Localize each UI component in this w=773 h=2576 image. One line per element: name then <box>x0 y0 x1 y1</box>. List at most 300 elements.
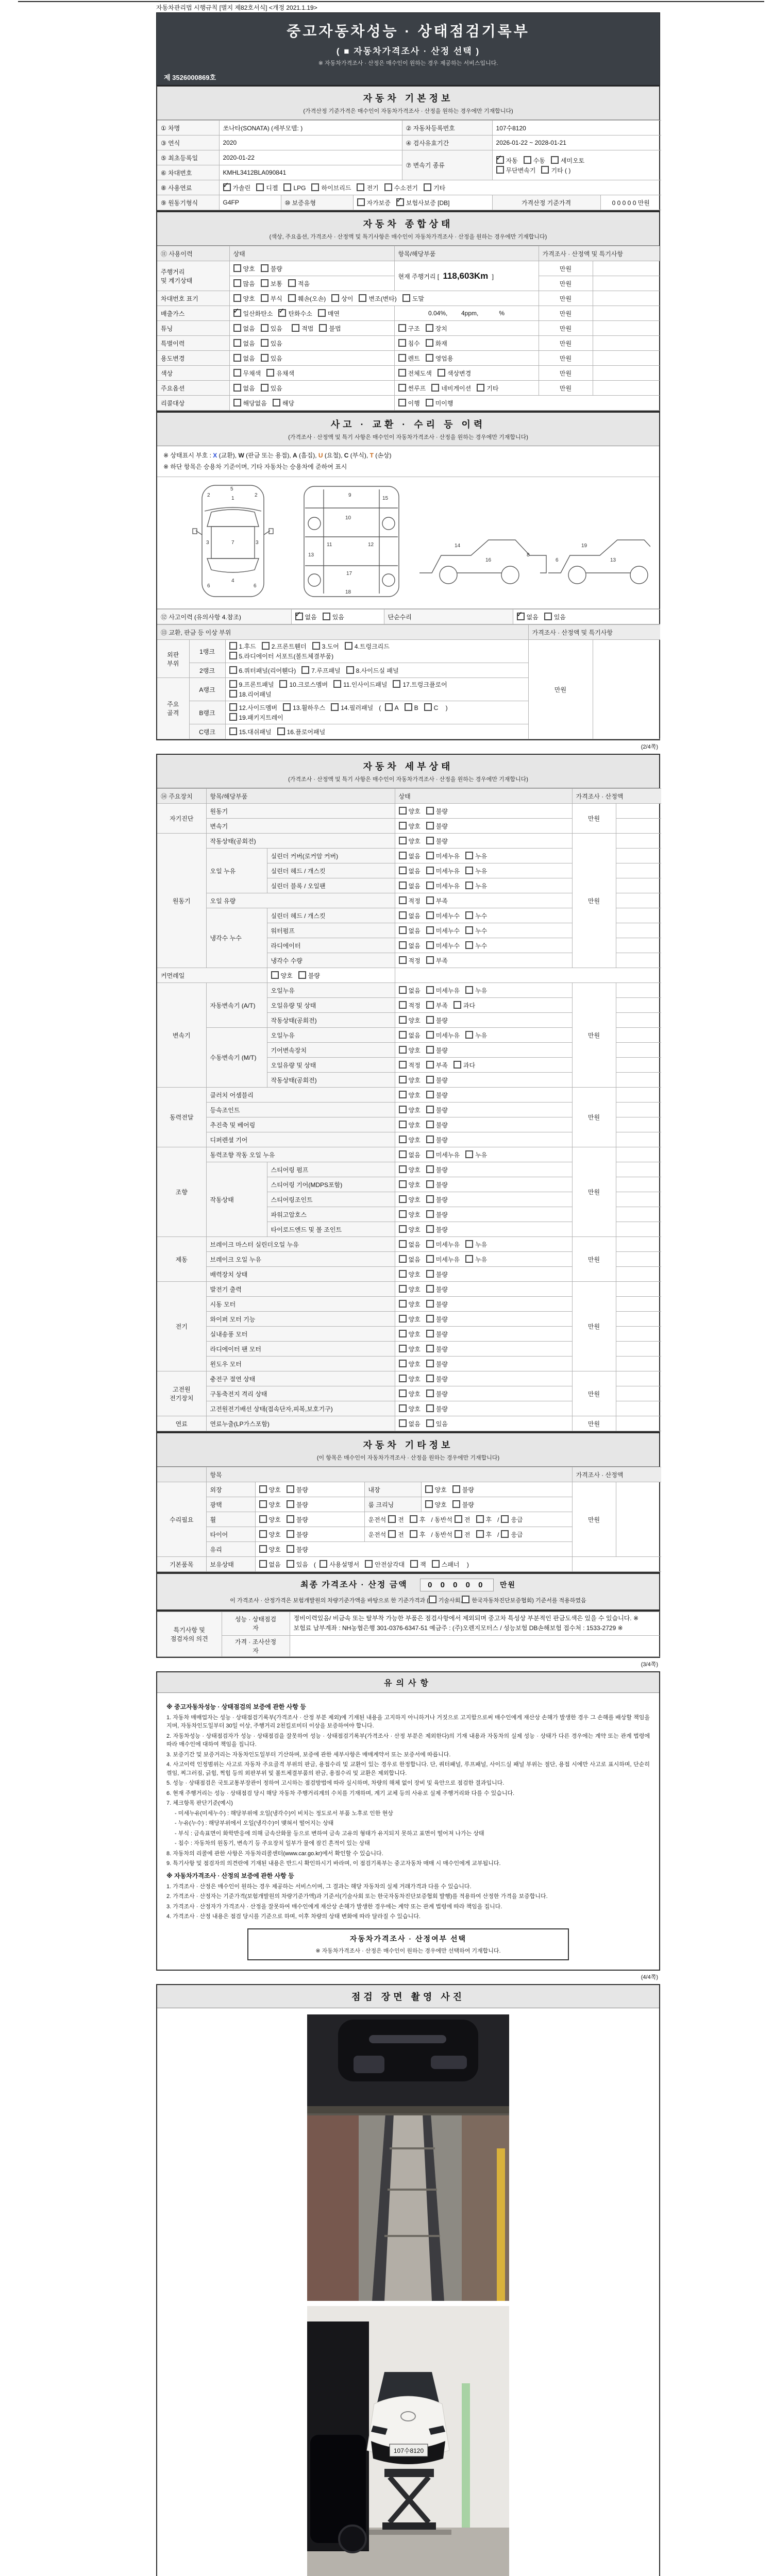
checkbox[interactable] <box>438 369 445 377</box>
checkbox[interactable] <box>432 1560 440 1568</box>
option-있음: 있음 <box>323 613 344 621</box>
svg-text:16: 16 <box>485 557 492 564</box>
checkbox[interactable] <box>465 1150 473 1158</box>
checkbox[interactable] <box>410 1560 418 1568</box>
section-notice <box>156 1671 660 1971</box>
checkbox[interactable] <box>426 1360 434 1367</box>
checkbox[interactable] <box>273 399 280 406</box>
form-label: C랭크 <box>189 724 225 739</box>
status-code-C: C <box>344 452 349 459</box>
checkbox[interactable] <box>331 703 339 711</box>
checkbox[interactable] <box>426 1345 434 1352</box>
option-17.트렁크플로어: 17.트렁크플로어 <box>393 680 447 689</box>
option-양호: 양호 <box>259 1545 281 1554</box>
checkbox[interactable] <box>287 1545 294 1553</box>
option-미세누유: 미세누유 <box>426 882 460 890</box>
form-label: 단순수리 <box>384 609 513 624</box>
form-cell: 항목/해당부품 <box>206 789 395 804</box>
checkbox[interactable] <box>287 1560 294 1568</box>
option-적법: 적법 <box>292 324 313 333</box>
checkbox[interactable] <box>426 822 434 829</box>
checkbox[interactable] <box>259 1560 267 1568</box>
checkbox[interactable] <box>393 680 400 688</box>
notice-item: - 침수 : 자동차의 원동기, 변속기 등 주요장치 일부가 물에 잠긴 흔적이 있는 상태 <box>175 1840 370 1847</box>
checkbox[interactable] <box>426 911 434 919</box>
checkbox[interactable] <box>318 309 326 317</box>
form-cell <box>229 261 394 276</box>
option-후: 후 <box>410 1530 426 1539</box>
detail-subtitle: (가격조사 · 산정액 및 특기 사항은 매수인이 자동차가격조사 · 산정을 원하는 경우에만 기재합니다) <box>288 776 528 783</box>
checkbox[interactable] <box>261 279 268 287</box>
option-썬루프: 썬루프 <box>398 384 426 393</box>
checkbox[interactable] <box>399 1345 407 1352</box>
checkbox[interactable] <box>424 703 432 711</box>
checkbox[interactable] <box>399 1195 407 1203</box>
option-있음: 있음 <box>261 384 282 393</box>
notice-item: 6. 현재 주행거리는 성능 · 상태점검 당시 해당 자동차 주행거리계의 수치를 기재하며, 계기 교체 등의 사유로 실제 주행거리와 다를 수 있습니다. <box>166 1790 515 1797</box>
form-label: 오일 누유 <box>206 849 267 893</box>
checkbox[interactable] <box>452 1500 460 1508</box>
checkbox[interactable] <box>426 1061 434 1069</box>
checkbox[interactable] <box>399 1285 407 1293</box>
checkbox[interactable] <box>261 339 268 347</box>
form-label: 동력조향 작동 오일 누유 <box>206 1147 395 1162</box>
checkbox[interactable] <box>259 1500 267 1508</box>
form-label: 성능 · 상태점검 자 <box>222 1612 290 1635</box>
option-상이: 상이 <box>331 294 353 303</box>
checkbox[interactable] <box>465 1240 473 1248</box>
option-후: 후 <box>476 1530 492 1539</box>
checkbox[interactable] <box>399 867 407 874</box>
checkbox[interactable] <box>287 1500 294 1508</box>
form-label: 가격 · 조사산정 자 <box>222 1635 290 1656</box>
checkbox[interactable] <box>261 354 268 362</box>
checkbox[interactable] <box>288 279 296 287</box>
form-label: 클러치 어셈블리 <box>206 1088 395 1103</box>
checkbox[interactable] <box>266 369 274 377</box>
option-침수: 침수 <box>398 339 420 348</box>
checkbox-engineer-society[interactable] <box>429 1596 436 1603</box>
form-cell <box>395 1297 572 1312</box>
form-label: 동력전달 <box>157 1088 206 1147</box>
option-도말: 도말 <box>402 294 424 303</box>
checkbox[interactable] <box>261 264 268 272</box>
checkbox[interactable] <box>424 183 431 191</box>
checkbox[interactable] <box>233 264 241 272</box>
checkbox[interactable] <box>262 642 270 650</box>
checkbox[interactable] <box>399 1136 407 1143</box>
checkbox[interactable] <box>465 1255 473 1263</box>
checkbox[interactable] <box>233 279 241 287</box>
checkbox[interactable] <box>399 1165 407 1173</box>
checkbox[interactable] <box>233 309 241 317</box>
accident-check-table <box>157 609 660 624</box>
form-label: ⑥ 차대번호 <box>157 165 219 180</box>
checkbox[interactable] <box>410 1515 417 1523</box>
checkbox[interactable] <box>279 680 287 688</box>
checkbox[interactable] <box>312 642 320 650</box>
checkbox[interactable] <box>399 941 407 949</box>
checkbox[interactable] <box>426 882 434 889</box>
checkbox[interactable] <box>396 198 404 206</box>
form-cell <box>229 276 394 291</box>
checkbox[interactable] <box>399 807 407 815</box>
checkbox[interactable] <box>359 294 366 302</box>
checkbox[interactable] <box>496 166 504 174</box>
checkbox[interactable] <box>399 1091 407 1098</box>
checkbox[interactable] <box>398 324 406 332</box>
form-cell: 2026-01-22 ~ 2028-01-21 <box>492 135 661 150</box>
checkbox[interactable] <box>287 1530 294 1538</box>
checkbox[interactable] <box>399 1061 407 1069</box>
checkbox[interactable] <box>426 867 434 874</box>
checkbox[interactable] <box>365 1560 373 1568</box>
checkbox[interactable] <box>301 666 309 674</box>
checkbox[interactable] <box>384 183 392 191</box>
option-후: 후 <box>476 1515 492 1524</box>
diagram-part-numbers-side-a <box>455 543 530 563</box>
form-cell <box>255 1512 364 1527</box>
checkbox[interactable] <box>388 1530 396 1538</box>
checkbox[interactable] <box>399 1210 407 1218</box>
checkbox[interactable] <box>399 1270 407 1278</box>
checkbox[interactable] <box>465 867 473 874</box>
checkbox[interactable] <box>426 852 434 859</box>
checkbox[interactable] <box>233 324 241 332</box>
option-미이행: 미이행 <box>426 399 453 408</box>
checkbox[interactable] <box>233 399 241 406</box>
checkbox[interactable] <box>496 156 504 164</box>
form-label: 라디에이터 팬 모터 <box>206 1342 395 1357</box>
checkbox[interactable] <box>544 613 552 620</box>
checkbox[interactable] <box>287 1515 294 1523</box>
checkbox[interactable] <box>426 1285 434 1293</box>
checkbox[interactable] <box>541 166 549 174</box>
checkbox[interactable] <box>426 1375 434 1382</box>
checkbox[interactable] <box>259 1530 267 1538</box>
checkbox[interactable] <box>426 896 434 904</box>
checkbox[interactable] <box>357 198 365 206</box>
form-cell <box>593 291 660 306</box>
checkbox[interactable] <box>259 1515 267 1523</box>
checkbox[interactable] <box>399 896 407 904</box>
checkbox[interactable] <box>399 1240 407 1248</box>
checkbox[interactable] <box>398 399 406 406</box>
checkbox[interactable] <box>426 986 434 994</box>
checkbox[interactable] <box>385 703 393 711</box>
form-cell <box>395 1237 572 1252</box>
checkbox[interactable] <box>426 926 434 934</box>
checkbox[interactable] <box>465 941 473 949</box>
form-cell <box>395 968 572 983</box>
checkbox[interactable] <box>399 1300 407 1308</box>
checkbox[interactable] <box>261 294 268 302</box>
checkbox[interactable] <box>229 713 237 721</box>
checkbox[interactable] <box>426 1016 434 1024</box>
form-label: 기본품목 <box>157 1557 206 1572</box>
checkbox[interactable] <box>298 971 306 979</box>
checkbox[interactable] <box>402 294 410 302</box>
checkbox[interactable] <box>333 680 341 688</box>
checkbox[interactable] <box>259 1545 267 1553</box>
form-label: 배출가스 <box>157 306 229 321</box>
checkbox[interactable] <box>399 1031 407 1039</box>
checkbox[interactable] <box>453 1061 461 1069</box>
checkbox[interactable] <box>233 339 241 347</box>
checkbox[interactable] <box>398 354 406 362</box>
checkbox[interactable] <box>331 294 339 302</box>
checkbox[interactable] <box>426 807 434 815</box>
form-cell <box>616 819 661 834</box>
option-없음: 없음 <box>399 1255 421 1264</box>
option-부족: 부족 <box>426 1061 448 1070</box>
checkbox[interactable] <box>517 613 525 620</box>
option-수소전기: 수소전기 <box>384 183 418 192</box>
checkbox[interactable] <box>399 1001 407 1009</box>
checkbox[interactable] <box>399 986 407 994</box>
checkbox[interactable] <box>399 1121 407 1128</box>
checkbox[interactable] <box>426 1001 434 1009</box>
checkbox[interactable] <box>426 1136 434 1143</box>
checkbox[interactable] <box>399 1225 407 1233</box>
checkbox[interactable] <box>399 822 407 829</box>
checkbox[interactable] <box>426 354 433 362</box>
checkbox[interactable] <box>426 1389 434 1397</box>
checkbox[interactable] <box>288 294 296 302</box>
checkbox[interactable] <box>399 1315 407 1323</box>
checkbox[interactable] <box>426 837 434 844</box>
form-cell <box>616 1177 661 1192</box>
form-label: 커먼레일 <box>157 968 267 983</box>
checkbox[interactable] <box>524 156 531 164</box>
checkbox[interactable] <box>426 1076 434 1083</box>
checkbox[interactable] <box>426 1106 434 1113</box>
checkbox[interactable] <box>399 1404 407 1412</box>
checkbox[interactable] <box>399 1419 407 1427</box>
form-label: ⑦ 변속기 종류 <box>402 150 492 180</box>
checkbox[interactable] <box>465 911 473 919</box>
form-cell: 만원 <box>539 276 593 291</box>
checkbox[interactable] <box>261 324 268 332</box>
form-cell <box>157 1467 206 1482</box>
form-cell <box>395 1088 572 1103</box>
checkbox[interactable] <box>345 642 352 650</box>
checkbox[interactable] <box>426 1195 434 1203</box>
form-cell <box>394 336 539 351</box>
checkbox[interactable] <box>425 1485 433 1493</box>
checkbox[interactable] <box>346 666 354 674</box>
checkbox[interactable] <box>426 1330 434 1337</box>
form-label: 작동상태(공회전) <box>267 1013 395 1028</box>
form-label: 오일누유 <box>267 983 395 998</box>
option-안전삼각대: 안전삼각대 <box>365 1560 405 1569</box>
checkbox[interactable] <box>399 1076 407 1083</box>
form-cell <box>593 321 660 336</box>
checkbox[interactable] <box>292 324 299 332</box>
checkbox[interactable] <box>455 1515 462 1523</box>
form-cell <box>616 1237 661 1252</box>
legend-text: ※ 상태표시 부호 : <box>163 452 213 459</box>
checkbox[interactable] <box>425 1500 433 1508</box>
form-cell: 107수8120 <box>492 121 661 135</box>
form-cell <box>395 1043 572 1058</box>
checkbox[interactable] <box>426 941 434 949</box>
checkbox[interactable] <box>426 1180 434 1188</box>
option-있음: 있음 <box>287 1560 308 1569</box>
option-13.휠하우스: 13.휠하우스 <box>283 703 325 712</box>
form-label: ⑧ 사용연료 <box>157 180 219 195</box>
checkbox[interactable] <box>319 324 327 332</box>
checkbox[interactable] <box>399 1106 407 1113</box>
checkbox[interactable] <box>259 1485 267 1493</box>
checkbox[interactable] <box>551 156 559 164</box>
checkbox[interactable] <box>426 1165 434 1173</box>
checkbox[interactable] <box>399 837 407 844</box>
checkbox[interactable] <box>426 1404 434 1412</box>
form-cell <box>255 1527 364 1542</box>
checkbox[interactable] <box>278 309 286 317</box>
form-label: 작동상태(공회전) <box>267 1073 395 1088</box>
checkbox[interactable] <box>399 1046 407 1054</box>
option-양호: 양호 <box>399 1315 421 1324</box>
checkbox[interactable] <box>476 1530 484 1538</box>
checkbox[interactable] <box>455 1530 462 1538</box>
document-sheet <box>156 12 660 2576</box>
checkbox[interactable] <box>399 911 407 919</box>
checkbox[interactable] <box>283 703 291 711</box>
checkbox[interactable] <box>399 1389 407 1397</box>
checkbox[interactable] <box>426 1270 434 1278</box>
section-etc-info <box>156 1432 660 1573</box>
checkbox[interactable] <box>465 1031 473 1039</box>
checkbox[interactable] <box>431 384 439 392</box>
checkbox[interactable] <box>452 1485 460 1493</box>
checkbox[interactable] <box>229 680 237 688</box>
checkbox[interactable] <box>426 1046 434 1054</box>
checkbox[interactable] <box>229 703 237 711</box>
checkbox[interactable] <box>465 986 473 994</box>
checkbox[interactable] <box>426 956 434 964</box>
form-label: 등속조인트 <box>206 1103 395 1117</box>
checkbox[interactable] <box>465 882 473 889</box>
form-cell: 만원 <box>539 261 593 276</box>
form-label: 전기 <box>157 1282 206 1371</box>
checkbox[interactable] <box>399 926 407 934</box>
checkbox[interactable] <box>426 1150 434 1158</box>
checkbox[interactable] <box>399 1180 407 1188</box>
option-자가보증: 자가보증 <box>357 198 391 207</box>
checkbox-diagnosis-assoc[interactable] <box>462 1596 469 1603</box>
checkbox[interactable] <box>410 1530 417 1538</box>
checkbox[interactable] <box>477 384 484 392</box>
checkbox[interactable] <box>233 384 241 392</box>
checkbox[interactable] <box>501 1530 509 1538</box>
checkbox[interactable] <box>357 183 364 191</box>
checkbox[interactable] <box>426 1031 434 1039</box>
checkbox[interactable] <box>229 666 237 674</box>
checkbox[interactable] <box>405 703 412 711</box>
notice-item: 3. 가격조사 · 산정자가 가격조사 · 산정을 잘못하여 매수인에게 재산상 손해가 발생한 경우에는 계약 또는 관계 법령에 따라 책임을 집니다. <box>166 1903 502 1910</box>
photo-container <box>157 2008 659 2576</box>
checkbox[interactable] <box>229 652 237 659</box>
option-없음: 없음 <box>399 1419 421 1428</box>
checkbox[interactable] <box>399 1150 407 1158</box>
option-없음: 없음 <box>399 926 421 935</box>
checkbox[interactable] <box>426 1300 434 1308</box>
form-label: ③ 연식 <box>157 135 219 150</box>
checkbox[interactable] <box>453 1001 461 1009</box>
checkbox[interactable] <box>426 339 433 347</box>
checkbox[interactable] <box>311 183 319 191</box>
option-불량: 불량 <box>426 822 448 831</box>
option-적음: 적음 <box>288 279 310 288</box>
checkbox[interactable] <box>256 183 264 191</box>
checkbox[interactable] <box>399 1375 407 1382</box>
checkbox[interactable] <box>426 1315 434 1323</box>
form-label: 와이퍼 모터 기능 <box>206 1312 395 1327</box>
text: / <box>497 1516 499 1523</box>
checkbox[interactable] <box>426 1210 434 1218</box>
checkbox[interactable] <box>323 613 330 620</box>
checkbox[interactable] <box>399 1360 407 1367</box>
checkbox[interactable] <box>271 971 279 979</box>
checkbox[interactable] <box>223 183 231 191</box>
checkbox[interactable] <box>426 1121 434 1128</box>
checkbox[interactable] <box>283 183 291 191</box>
checkbox[interactable] <box>426 324 433 332</box>
checkbox[interactable] <box>229 642 237 650</box>
checkbox[interactable] <box>501 1515 509 1523</box>
option-A: A <box>385 703 399 711</box>
checkbox[interactable] <box>426 1240 434 1248</box>
checkbox[interactable] <box>233 294 241 302</box>
option-양호: 양호 <box>399 1270 421 1279</box>
checkbox[interactable] <box>399 1255 407 1263</box>
checkbox[interactable] <box>229 690 237 698</box>
checkbox[interactable] <box>465 852 473 859</box>
notice-item: 9. 특기사항 및 점검자의 의견란에 기재된 내용은 반드시 확인하시기 바라며, 이 점검기록부는 중고자동차 매매 시 매수인에게 교부됩니다. <box>166 1860 501 1867</box>
checkbox[interactable] <box>399 1016 407 1024</box>
checkbox[interactable] <box>476 1515 484 1523</box>
basic-info-subtitle: (가격산정 기준가격은 매수인이 자동차가격조사 · 산정을 원하는 경우에만 기재합니다) <box>303 108 513 114</box>
checkbox[interactable] <box>320 1560 327 1568</box>
diagram-part-numbers-top <box>206 486 259 589</box>
form-cell <box>616 1028 661 1043</box>
checkbox[interactable] <box>398 384 406 392</box>
checkbox[interactable] <box>287 1485 294 1493</box>
checkbox[interactable] <box>426 1225 434 1233</box>
checkbox[interactable] <box>233 369 241 377</box>
checkbox[interactable] <box>426 1255 434 1263</box>
checkbox[interactable] <box>465 926 473 934</box>
checkbox[interactable] <box>295 613 303 620</box>
checkbox[interactable] <box>426 1091 434 1098</box>
option-누유: 누유 <box>465 1150 487 1159</box>
checkbox[interactable] <box>426 399 433 406</box>
checkbox[interactable] <box>398 369 406 377</box>
checkbox[interactable] <box>229 727 237 735</box>
checkbox[interactable] <box>426 1419 434 1427</box>
checkbox[interactable] <box>233 354 241 362</box>
checkbox[interactable] <box>398 339 406 347</box>
checkbox[interactable] <box>388 1515 396 1523</box>
checkbox[interactable] <box>399 1330 407 1337</box>
checkbox[interactable] <box>277 727 285 735</box>
checkbox[interactable] <box>399 956 407 964</box>
checkbox[interactable] <box>399 882 407 889</box>
checkbox[interactable] <box>399 852 407 859</box>
checkbox[interactable] <box>261 384 268 392</box>
